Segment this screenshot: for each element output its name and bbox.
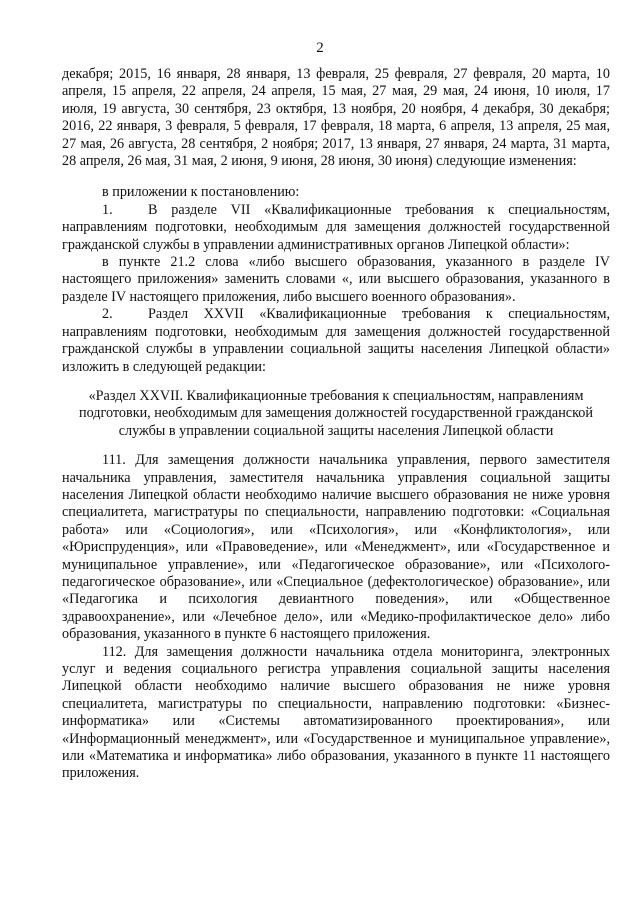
item-2-text: Раздел XXVII «Квалификационные требования к специальностям, направлениям подготовки, необходимым для замещения должностей государственной гражданской службы в управлении социальной защиты населения Липецкой области» изложить в следующей редакции: — [62, 306, 610, 375]
section-heading: «Раздел XXVII. Квалификационные требования к специальностям, направлениям подготовки, необходимым для замещения должностей государственной гражданской службы в управлении социальной защиты населения Липецкой области — [79, 387, 593, 439]
section-heading-block — [62, 388, 610, 440]
item-1-text: В разделе VII «Квалификационные требования к специальностям, направлениям подготовки, необходимым для замещения должностей государственной гражданской службы в управлении административных органов Липецкой области»: — [62, 201, 610, 253]
paragraph-112: 112. Для замещения должности начальника отдела мониторинга, электронных услуг и ведения социального регистра управления социальной защиты населения Липецкой области необходимо наличие высшего образования не ниже уровня специалитета, магистратуры по специальности, направлению подготовки: «Бизнес-информатика» или «Системы автоматизированного проектирования», или «Информационный менеджмент», или «Государственное и муниципальное управление», или «Математика и информатика» либо образования, указанного в пункте 11 настоящего приложения. — [62, 643, 610, 782]
item-1-subparagraph: в пункте 21.2 слова «либо высшего образования, указанного в разделе IV настоящего приложения» заменить словами «, или высшего образования, указанного в разделе IV настоящего приложения, либо высшего военного образования». — [62, 254, 610, 305]
item-2-number: 2. — [102, 306, 113, 323]
item-1-number: 1. — [102, 201, 113, 218]
intro-paragraph: декабря; 2015, 16 января, 28 января, 13 февраля, 25 февраля, 27 февраля, 20 марта, 10 апреля, 15 апреля, 22 апреля, 24 апреля, 15 мая, 27 мая, 29 мая, 24 июня, 10 июля, 17 июля, 19 августа, 30 сентября, 23 октября, 13 ноября, 20 ноября, 4 декабря, 30 декабря; 2016, 22 января, 3 февраля, 5 февраля, 17 февраля, 18 марта, 6 апреля, 13 апреля, 25 мая, 27 мая, 26 августа, 28 сентября, 2 ноября; 2017, 13 января, 27 января, 24 марта, 31 марта, 28 апреля, 26 мая, 31 мая, 2 июня, 9 июня, 28 июня, 30 июня) следующие изменения: — [62, 66, 610, 170]
item-2-paragraph — [62, 306, 610, 376]
document-body — [62, 66, 610, 783]
item-1-paragraph — [62, 202, 610, 254]
page-number: 2 — [316, 40, 324, 56]
annex-paragraph: в приложении к постановлению: — [102, 184, 300, 201]
paragraph-111: 111. Для замещения должности начальника управления, первого заместителя начальника управления, заместителя начальника управления социальной защиты населения Липецкой области необходимо наличие высшего образования не ниже уровня специалитета, магистратуры по специальности, направлению подготовки: «Социальная работа» или «Социология», или «Психология», или «Конфликтология», или «Юриспруденция», или «Правоведение», или «Менеджмент», или «Государственное и муниципальное управление», или «Педагогическое образование», или «Психолого-педагогическое образование», или «Специальное (дефектологическое) образование», или «Педагогика и психология девиантного поведения», или «Общественное здравоохранение», или «Лечебное дело», или «Медико-профилактическое дело» либо образования, указанного в пункте 6 настоящего приложения. — [62, 452, 610, 643]
